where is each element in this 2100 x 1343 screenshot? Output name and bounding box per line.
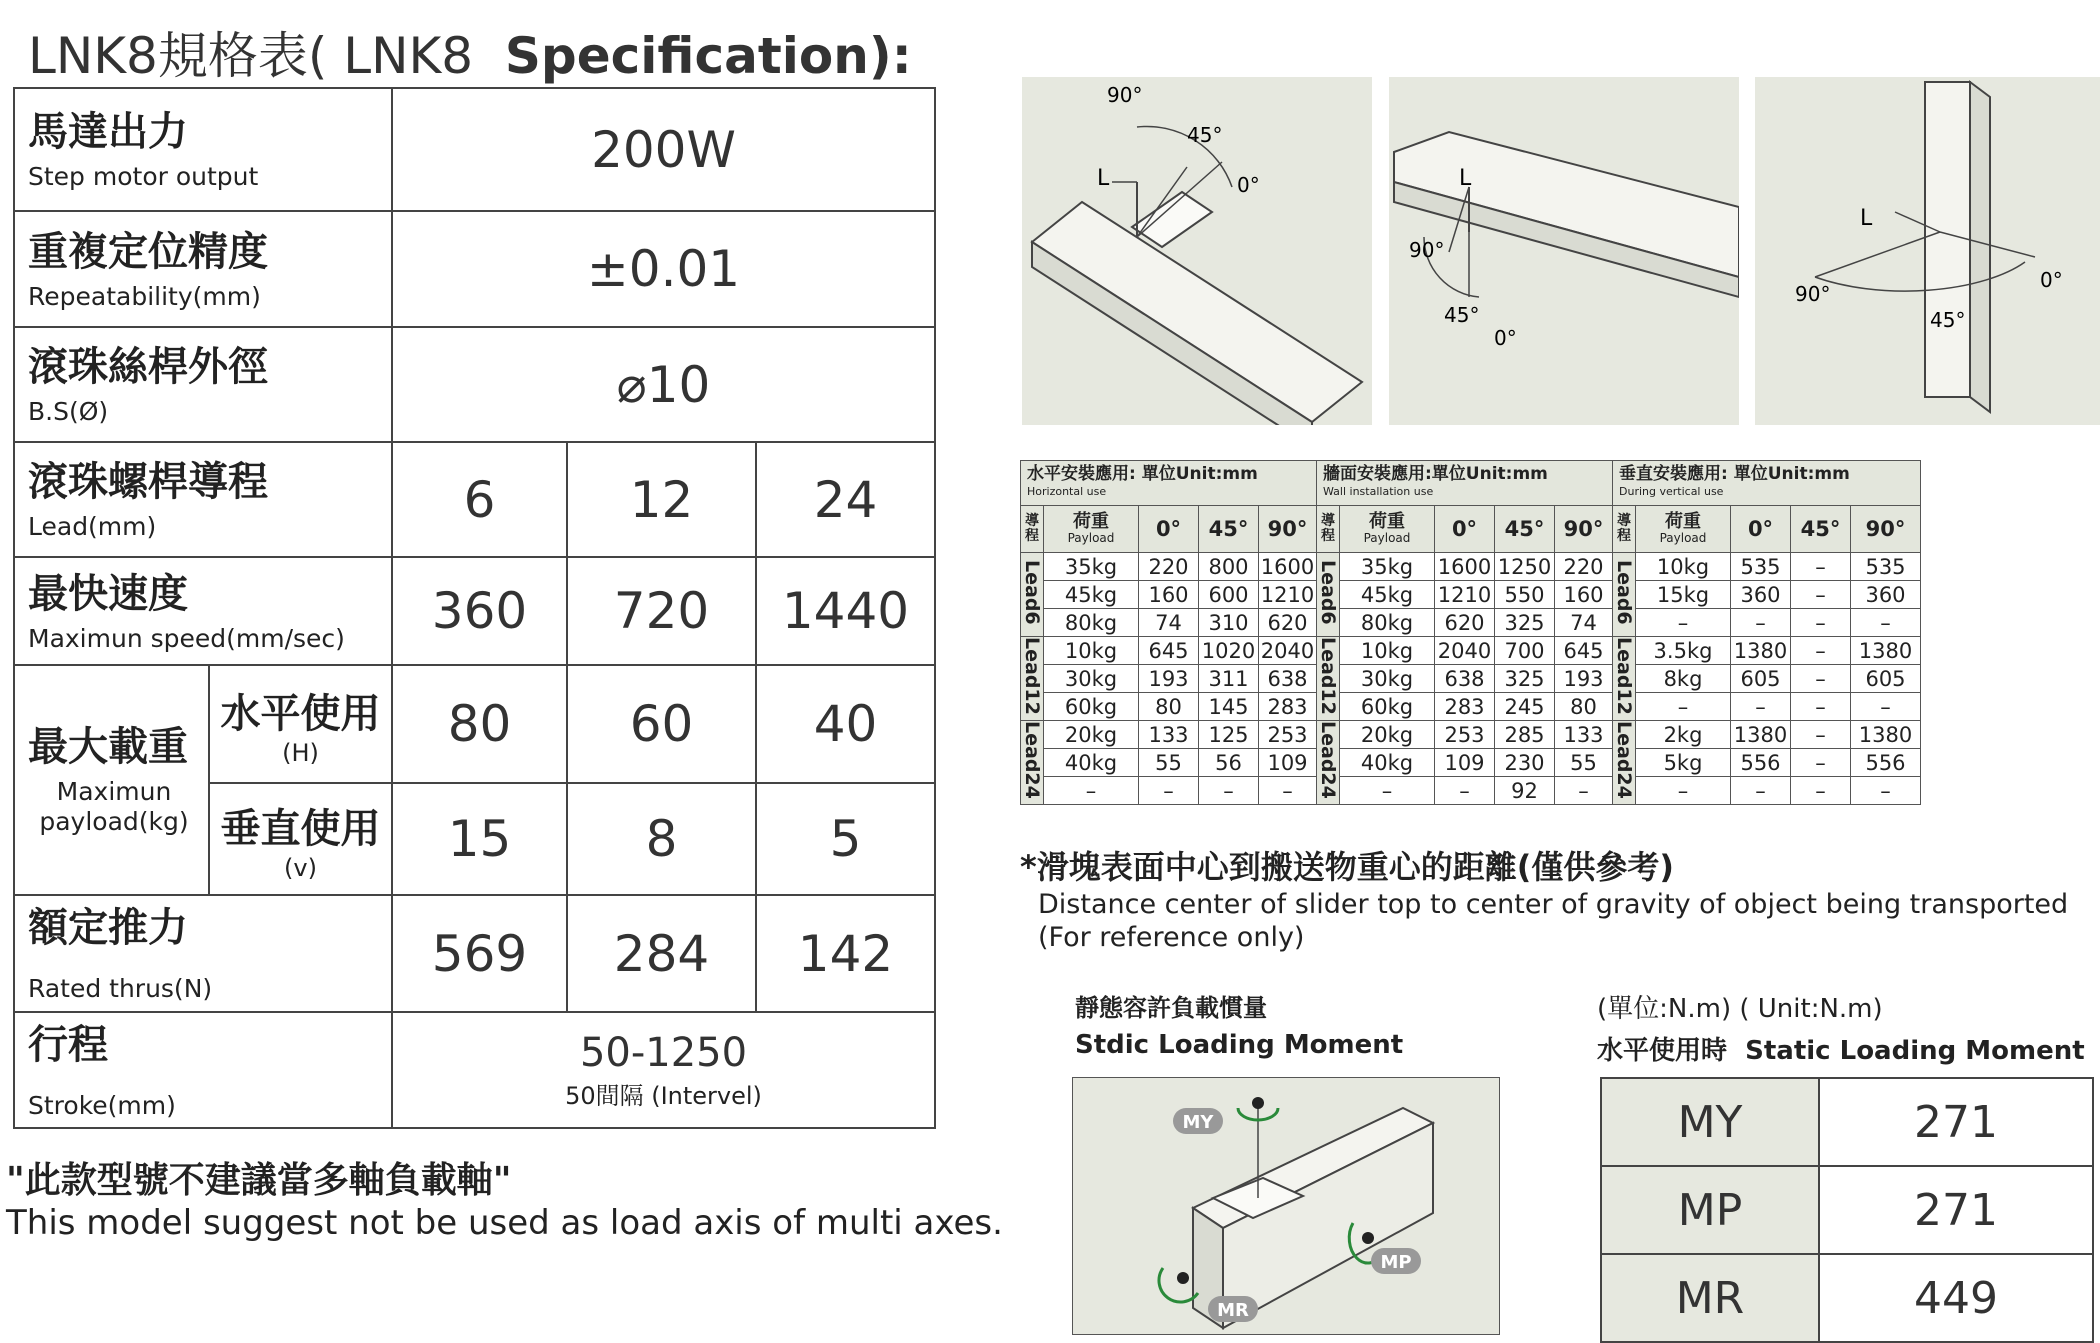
payload-cell: 638 bbox=[1435, 665, 1495, 693]
payload-cell: – bbox=[1791, 693, 1851, 721]
angle-col-header: 90° bbox=[1851, 506, 1921, 553]
payload-cell: 325 bbox=[1495, 665, 1555, 693]
payload-cell: 74 bbox=[1555, 609, 1613, 637]
payload-cell: – bbox=[1555, 777, 1613, 805]
payload-cell: 283 bbox=[1435, 693, 1495, 721]
payload-cell: – bbox=[1044, 777, 1139, 805]
payload-cell: 20kg bbox=[1340, 721, 1435, 749]
payload-cell: 220 bbox=[1555, 553, 1613, 581]
svg-text:90°: 90° bbox=[1795, 282, 1831, 306]
angle-col-header: 90° bbox=[1259, 506, 1317, 553]
payload-cell: 1210 bbox=[1259, 581, 1317, 609]
payload-row bbox=[1021, 749, 1921, 777]
svg-text:45°: 45° bbox=[1187, 123, 1223, 147]
payload-cell: 125 bbox=[1199, 721, 1259, 749]
payload-cell: 80 bbox=[1139, 693, 1199, 721]
payload-cell: 2040 bbox=[1435, 637, 1495, 665]
payload-cell: 10kg bbox=[1340, 637, 1435, 665]
angle-col-header: 45° bbox=[1495, 506, 1555, 553]
payload-cell: 80 bbox=[1555, 693, 1613, 721]
horizontal-mount-image bbox=[1022, 77, 1372, 425]
payload-cell: 800 bbox=[1199, 553, 1259, 581]
payload-cell: 230 bbox=[1495, 749, 1555, 777]
svg-text:45°: 45° bbox=[1444, 303, 1480, 327]
payload-col-header: 荷重 Payload bbox=[1636, 506, 1731, 553]
spec-row-speed: 最快速度 Maximun speed(mm/sec) 360 720 1440 bbox=[14, 557, 935, 665]
warning-en: This model suggest not be used as load axis of multi axes. bbox=[6, 1203, 1003, 1243]
payload-cell: 1380 bbox=[1851, 721, 1921, 749]
payload-cell: 60kg bbox=[1044, 693, 1139, 721]
payload-cell: 535 bbox=[1731, 553, 1791, 581]
payload-cell: 40kg bbox=[1044, 749, 1139, 777]
spec-row-payload-v: 垂直使用 (v) 15 8 5 bbox=[14, 783, 935, 895]
wall-mount-image bbox=[1389, 77, 1739, 425]
payload-row bbox=[1021, 693, 1921, 721]
payload-cell: 55 bbox=[1555, 749, 1613, 777]
spec-row-repeat: 重複定位精度 Repeatability(mm) ±0.01 bbox=[14, 211, 935, 327]
payload-cell: 1380 bbox=[1731, 721, 1791, 749]
lead-col-header: 導程 bbox=[1613, 506, 1636, 553]
payload-cell: – bbox=[1731, 693, 1791, 721]
payload-cell: 35kg bbox=[1044, 553, 1139, 581]
spec-row-payload-h: 最大載重 Maximun payload(kg) 水平使用 (H) 80 60 40 bbox=[14, 665, 935, 783]
svg-text:L: L bbox=[1459, 166, 1472, 191]
distance-note-zh: *滑塊表面中心到搬送物重心的距離(僅供參考) bbox=[1020, 848, 1674, 886]
svg-text:0°: 0° bbox=[1494, 326, 1517, 350]
payload-cell: 620 bbox=[1435, 609, 1495, 637]
lead-label: Lead24 bbox=[1021, 721, 1044, 805]
angle-col-header: 45° bbox=[1199, 506, 1259, 553]
payload-cell: 360 bbox=[1851, 581, 1921, 609]
payload-cell: – bbox=[1636, 693, 1731, 721]
lead-label: Lead24 bbox=[1317, 721, 1340, 805]
warning-zh: "此款型號不建議當多軸負載軸" bbox=[6, 1160, 512, 1201]
angle-col-header: 90° bbox=[1555, 506, 1613, 553]
payload-cell: 56 bbox=[1199, 749, 1259, 777]
payload-cell: 45kg bbox=[1340, 581, 1435, 609]
svg-text:MP: MP bbox=[1380, 1252, 1412, 1273]
payload-cell: – bbox=[1259, 777, 1317, 805]
svg-text:MY: MY bbox=[1182, 1112, 1214, 1133]
horizontal-moment-label: 水平使用時 Static Loading Moment bbox=[1597, 1036, 2085, 1066]
static-moment-title-zh: 靜態容許負載慣量 bbox=[1075, 994, 1267, 1022]
spec-row-motor: 馬達出力 Step motor output 200W bbox=[14, 88, 935, 211]
lead-col-header: 導程 bbox=[1021, 506, 1044, 553]
payload-cell: 1020 bbox=[1199, 637, 1259, 665]
payload-cell: 133 bbox=[1139, 721, 1199, 749]
vertical-mount-image bbox=[1755, 77, 2100, 425]
static-moment-title-en: Stdic Loading Moment bbox=[1075, 1030, 1404, 1060]
payload-cell: – bbox=[1199, 777, 1259, 805]
lead-label: Lead6 bbox=[1021, 553, 1044, 637]
payload-cell: 80kg bbox=[1340, 609, 1435, 637]
motor-value: 200W bbox=[392, 88, 935, 211]
spec-row-thrust: 額定推力 Rated thrus(N) 569 284 142 bbox=[14, 895, 935, 1012]
payload-cell: 35kg bbox=[1340, 553, 1435, 581]
payload-cell: 1600 bbox=[1259, 553, 1317, 581]
payload-cell: 55 bbox=[1139, 749, 1199, 777]
payload-cell: 92 bbox=[1495, 777, 1555, 805]
payload-cell: – bbox=[1435, 777, 1495, 805]
payload-cell: 193 bbox=[1555, 665, 1613, 693]
payload-col-header: 荷重 Payload bbox=[1340, 506, 1435, 553]
angle-col-header: 45° bbox=[1791, 506, 1851, 553]
payload-cell: 109 bbox=[1259, 749, 1317, 777]
payload-cell: 253 bbox=[1435, 721, 1495, 749]
payload-cell: 285 bbox=[1495, 721, 1555, 749]
payload-cell: 600 bbox=[1199, 581, 1259, 609]
payload-cell: 40kg bbox=[1340, 749, 1435, 777]
payload-row bbox=[1021, 637, 1921, 665]
lead-label: Lead12 bbox=[1317, 637, 1340, 721]
payload-cell: – bbox=[1636, 609, 1731, 637]
payload-cell: 605 bbox=[1731, 665, 1791, 693]
payload-cell: 645 bbox=[1555, 637, 1613, 665]
payload-table: 水平安裝應用: 單位Unit:mm Horizontal use 牆面安裝應用:單位Unit:mm Wall installation use 垂直安裝應用: 單位Unit:mm During vertical use 導程 荷重 Payload 0° 45° 90° 導程 荷重 Payload 0° 45° 90° 導程 荷重 Payload 0° 45° 90° Lead6 35kg 220 800 1600 Lead6 35kg 1600 1250 220 Lead6 10kg 535 – 535 45kg 160 600 1210 45kg 1210 550 160 15kg 360 – 360 80kg 74 310 620 80kg 620 325 74 – – – – Lead12 10kg 645 1020 2040 Lead12 10kg 2040 700 645 Lead12 3.5kg 1380 – 1380 30kg 193 311 638 30kg 638 325 193 8kg 605 – 605 60kg 80 145 283 60kg 283 245 80 – – – – Lead24 20kg 133 125 253 Lead24 20kg 253 285 133 Lead24 2kg 1380 – 1380 40kg 55 56 109 40kg 109 230 55 5kg 556 – 556 – – – – – – 92 – – – – – bbox=[1020, 460, 1921, 805]
spec-table bbox=[13, 87, 936, 1129]
payload-cell: 109 bbox=[1435, 749, 1495, 777]
payload-cell: – bbox=[1139, 777, 1199, 805]
payload-cell: 160 bbox=[1139, 581, 1199, 609]
payload-cell: 253 bbox=[1259, 721, 1317, 749]
svg-text:90°: 90° bbox=[1409, 238, 1445, 262]
payload-cell: – bbox=[1731, 609, 1791, 637]
payload-cell: 220 bbox=[1139, 553, 1199, 581]
spec-row-bs: 滾珠絲桿外徑 B.S(Ø) ⌀10 bbox=[14, 327, 935, 442]
moment-row: MY 271 bbox=[1601, 1078, 2093, 1166]
payload-cell: 45kg bbox=[1044, 581, 1139, 609]
payload-cell: – bbox=[1851, 777, 1921, 805]
lead-label: Lead6 bbox=[1317, 553, 1340, 637]
payload-cell: 133 bbox=[1555, 721, 1613, 749]
payload-row bbox=[1021, 665, 1921, 693]
spec-row-lead: 滾珠螺桿導程 Lead(mm) 6 12 24 bbox=[14, 442, 935, 557]
payload-cell: 2kg bbox=[1636, 721, 1731, 749]
payload-cell: 30kg bbox=[1340, 665, 1435, 693]
payload-cell: 700 bbox=[1495, 637, 1555, 665]
lead-label: Lead12 bbox=[1021, 637, 1044, 721]
payload-cell: – bbox=[1791, 665, 1851, 693]
payload-row bbox=[1021, 553, 1921, 581]
payload-cell: – bbox=[1340, 777, 1435, 805]
payload-cell: – bbox=[1851, 693, 1921, 721]
payload-cell: 535 bbox=[1851, 553, 1921, 581]
svg-text:L: L bbox=[1860, 206, 1873, 231]
moment-row: MR 449 bbox=[1601, 1254, 2093, 1342]
repeat-value: ±0.01 bbox=[392, 211, 935, 327]
svg-text:MR: MR bbox=[1217, 1300, 1249, 1321]
payload-cell: – bbox=[1851, 609, 1921, 637]
lead-label: Lead12 bbox=[1613, 637, 1636, 721]
payload-cell: 1380 bbox=[1851, 637, 1921, 665]
payload-cell: 1250 bbox=[1495, 553, 1555, 581]
payload-cell: 10kg bbox=[1044, 637, 1139, 665]
payload-cell: 550 bbox=[1495, 581, 1555, 609]
payload-cell: 80kg bbox=[1044, 609, 1139, 637]
svg-text:L: L bbox=[1097, 166, 1110, 191]
payload-cell: 10kg bbox=[1636, 553, 1731, 581]
payload-cell: – bbox=[1791, 581, 1851, 609]
payload-row bbox=[1021, 581, 1921, 609]
payload-cell: 193 bbox=[1139, 665, 1199, 693]
payload-cell: 283 bbox=[1259, 693, 1317, 721]
payload-cell: 605 bbox=[1851, 665, 1921, 693]
payload-cell: – bbox=[1791, 609, 1851, 637]
payload-cell: 5kg bbox=[1636, 749, 1731, 777]
payload-row bbox=[1021, 609, 1921, 637]
payload-cell: 310 bbox=[1199, 609, 1259, 637]
bs-value: ⌀10 bbox=[392, 327, 935, 442]
payload-cell: 1600 bbox=[1435, 553, 1495, 581]
payload-cell: 645 bbox=[1139, 637, 1199, 665]
svg-text:45°: 45° bbox=[1930, 308, 1966, 332]
payload-cell: 325 bbox=[1495, 609, 1555, 637]
payload-cell: 638 bbox=[1259, 665, 1317, 693]
payload-cell: – bbox=[1791, 749, 1851, 777]
payload-cell: 556 bbox=[1851, 749, 1921, 777]
payload-cell: 74 bbox=[1139, 609, 1199, 637]
payload-cell: 1380 bbox=[1731, 637, 1791, 665]
payload-cell: 30kg bbox=[1044, 665, 1139, 693]
page-title: LNK8規格表( LNK8 Specification): bbox=[28, 27, 912, 85]
payload-cell: 145 bbox=[1199, 693, 1259, 721]
payload-cell: – bbox=[1791, 637, 1851, 665]
payload-cell: 1210 bbox=[1435, 581, 1495, 609]
moment-row: MP 271 bbox=[1601, 1166, 2093, 1254]
lead-col-header: 導程 bbox=[1317, 506, 1340, 553]
payload-row bbox=[1021, 721, 1921, 749]
payload-cell: – bbox=[1791, 777, 1851, 805]
payload-cell: 160 bbox=[1555, 581, 1613, 609]
angle-col-header: 0° bbox=[1435, 506, 1495, 553]
payload-cell: 360 bbox=[1731, 581, 1791, 609]
angle-90: 90° bbox=[1107, 83, 1143, 107]
angle-col-header: 0° bbox=[1731, 506, 1791, 553]
lead-label: Lead24 bbox=[1613, 721, 1636, 805]
payload-cell: 8kg bbox=[1636, 665, 1731, 693]
payload-row bbox=[1021, 777, 1921, 805]
payload-cell: – bbox=[1791, 721, 1851, 749]
angle-col-header: 0° bbox=[1139, 506, 1199, 553]
payload-cell: 3.5kg bbox=[1636, 637, 1731, 665]
lead-label: Lead6 bbox=[1613, 553, 1636, 637]
moment-diagram bbox=[1072, 1077, 1500, 1335]
payload-cell: 20kg bbox=[1044, 721, 1139, 749]
payload-cell: – bbox=[1731, 777, 1791, 805]
payload-cell: – bbox=[1791, 553, 1851, 581]
svg-text:0°: 0° bbox=[2040, 268, 2063, 292]
payload-col-header: 荷重 Payload bbox=[1044, 506, 1139, 553]
payload-cell: 60kg bbox=[1340, 693, 1435, 721]
svg-text:0°: 0° bbox=[1237, 173, 1260, 197]
spec-row-stroke: 行程 Stroke(mm) 50-1250 50間隔 (Intervel) bbox=[14, 1012, 935, 1128]
payload-cell: 15kg bbox=[1636, 581, 1731, 609]
payload-cell: 620 bbox=[1259, 609, 1317, 637]
unit-label: (單位:N.m) ( Unit:N.m) bbox=[1597, 994, 1883, 1024]
payload-cell: 245 bbox=[1495, 693, 1555, 721]
payload-cell: – bbox=[1636, 777, 1731, 805]
payload-cell: 556 bbox=[1731, 749, 1791, 777]
moment-table bbox=[1600, 1077, 2094, 1343]
distance-note-en: Distance center of slider top to center of gravity of object being transported (For reference only) bbox=[1038, 889, 2069, 953]
payload-cell: 311 bbox=[1199, 665, 1259, 693]
max-payload-label: 最大載重 Maximun payload(kg) bbox=[14, 665, 209, 895]
payload-cell: 2040 bbox=[1259, 637, 1317, 665]
